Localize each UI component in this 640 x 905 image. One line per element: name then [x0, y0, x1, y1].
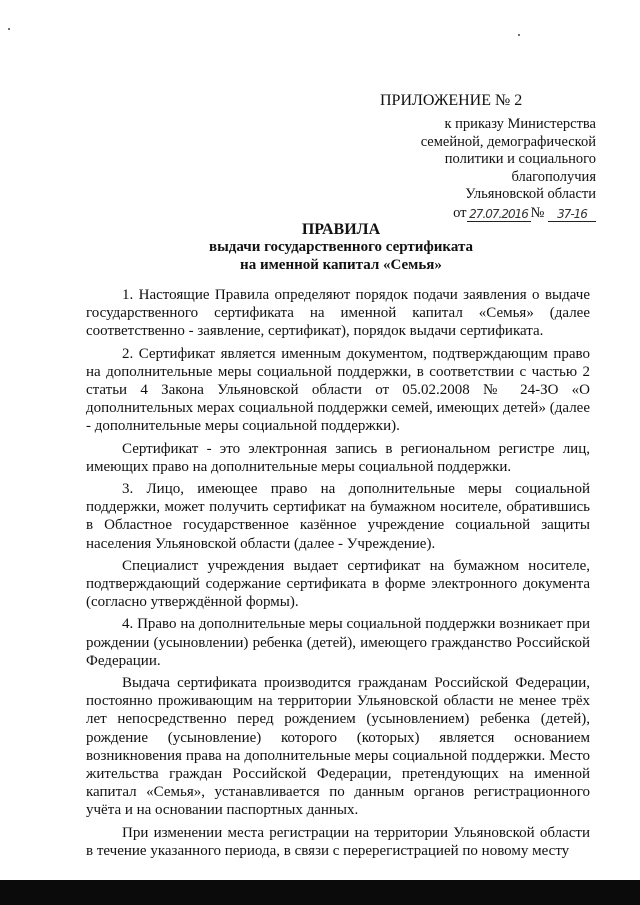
paragraph: Сертификат - это электронная запись в региональном регистре лиц, имеющих право на дополнительные меры социальной поддержки.: [86, 440, 590, 475]
document-body: [86, 286, 590, 864]
scan-speck: [518, 34, 520, 36]
document-title: [70, 220, 612, 274]
title-line: ПРАВИЛА: [301, 221, 381, 238]
paragraph: 3. Лицо, имеющее право на дополнительные меры социальной поддержки, может получить сертификат на бумажном носителе, обратившись в Областное государственное казённое учреждение социальной защиты населения Ульяновской области (далее - Учреждение).: [86, 481, 590, 552]
paragraph: При изменении места регистрации на территории Ульяновской области в течение указанного периода, в связи с перерегистрацией по новому месту: [86, 824, 590, 859]
order-line: политики и социального: [444, 151, 596, 167]
paragraph: 4. Право на дополнительные меры социальной поддержки возникает при рождении (усыновлении) ребенка (детей), имеющего гражданство Российской Федерации.: [86, 616, 590, 669]
order-line: благополучия: [511, 168, 596, 185]
number-prefix: №: [530, 204, 545, 221]
title-line: на именной капитал «Семья»: [240, 256, 442, 273]
title-line: выдачи государственного сертификата: [208, 239, 474, 255]
appendix-label: ПРИЛОЖЕНИЕ № 2: [380, 92, 523, 109]
order-date-handwritten: 27.07.2016: [467, 206, 531, 222]
order-line: семейной, демографической: [420, 133, 596, 150]
paragraph: Специалист учреждения выдает сертификат на бумажном носителе, подтверждающий содержание сертификата в форме электронного документа (согласно утверждённой формы).: [86, 557, 590, 611]
order-reference: [380, 116, 596, 222]
paragraph: 1. Настоящие Правила определяют порядок подачи заявления о выдаче государственного сертификата на именной капитал «Семья» (далее соответственно - заявление, сертификат), порядок выдачи сертификата.: [86, 287, 590, 340]
date-prefix: от: [453, 204, 467, 221]
scan-bottom-edge: [0, 880, 640, 905]
order-line: Ульяновской области: [465, 186, 596, 202]
order-number-handwritten: 37-16: [548, 206, 596, 222]
order-line: к приказу Министерства: [444, 116, 596, 132]
paragraph: 2. Сертификат является именным документом, подтверждающим право на дополнительные меры социальной поддержки, в соответствии с частью 2 статьи 4 Закона Ульяновской области от 05.02.2008 № 24-ЗО «О дополнительных мерах социальной поддержки семей, имеющих детей» (далее - дополнительные меры социальной поддержки).: [86, 345, 590, 435]
paragraph: Выдача сертификата производится гражданам Российской Федерации, постоянно проживающим на территории Ульяновской области не менее трёх лет непосредственно перед рождением (усыновлением) ребенка (детей), рождение (усыновление) которого (которых) является основанием возникновения права на дополнительные меры социальной поддержки. Место жительства граждан Российской Федерации, претендующих на именной капитал «Семья», устанавливается по данным органов регистрационного учёта и на основании паспортных данных.: [86, 675, 590, 819]
scan-speck: [8, 28, 10, 30]
